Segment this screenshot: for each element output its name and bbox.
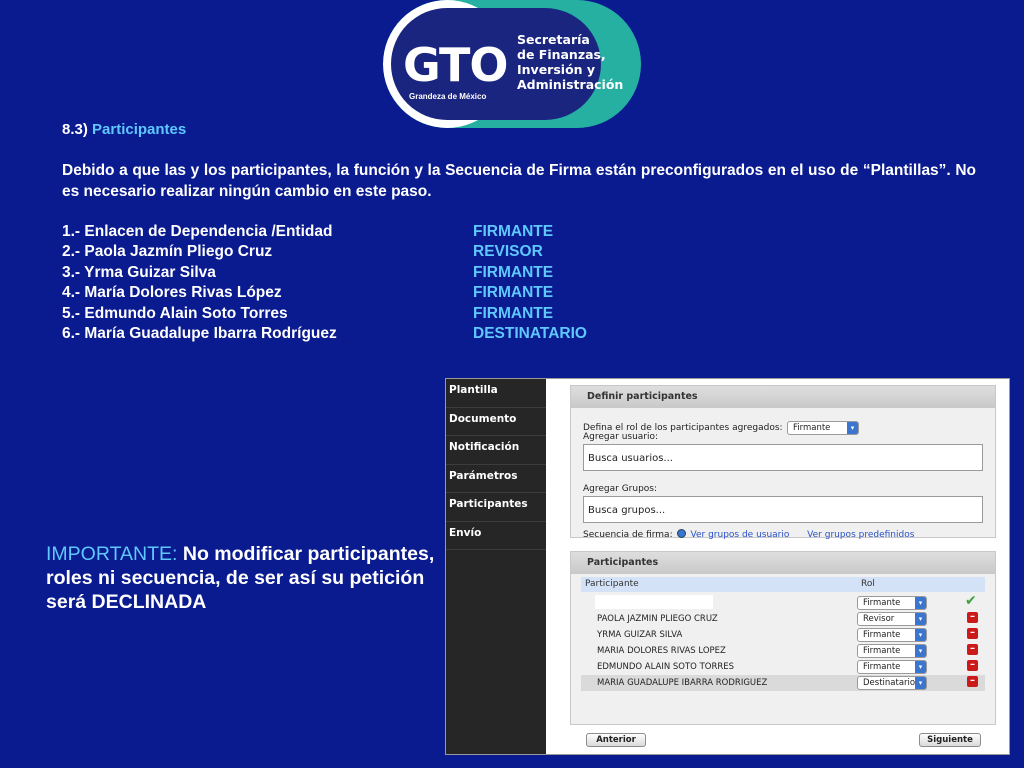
chevron-down-icon: ▾ — [915, 645, 926, 657]
participant-role: FIRMANTE — [473, 223, 554, 240]
remove-icon[interactable]: – — [967, 628, 978, 639]
chevron-down-icon: ▾ — [915, 629, 926, 641]
next-button[interactable]: Siguiente — [919, 733, 981, 747]
row-role-select[interactable] — [857, 612, 927, 626]
column-header-participant: Participante — [585, 579, 639, 589]
participant-role: FIRMANTE — [473, 304, 554, 322]
row-role-select[interactable] — [857, 660, 927, 674]
table-row — [581, 595, 985, 611]
participants-table-panel — [570, 551, 996, 725]
logo-org-line: de Finanzas, — [517, 47, 606, 62]
table-row — [581, 643, 985, 659]
logo-org-line: Administración — [517, 77, 624, 92]
row-participant-name: MARIA DOLORES RIVAS LOPEZ — [597, 646, 726, 656]
table-row — [581, 627, 985, 643]
role-select[interactable] — [787, 421, 859, 435]
participant-name: 4.- María Dolores Rivas López — [62, 284, 282, 302]
add-user-label: Agregar usuario: — [583, 432, 659, 442]
logo-brand — [403, 38, 507, 92]
chevron-down-icon: ▾ — [915, 661, 926, 673]
participant-name: 1.- Enlacen de Dependencia /Entidad — [62, 223, 333, 240]
list-item — [62, 222, 622, 242]
add-group-label: Agregar Grupos: — [583, 484, 658, 494]
row-role-value: Firmante — [863, 646, 901, 656]
row-participant-name: EDMUNDO ALAIN SOTO TORRES — [597, 662, 735, 672]
logo-org-name — [517, 32, 637, 92]
panel-title: Participantes — [571, 552, 995, 574]
table-row — [581, 611, 985, 627]
chevron-down-icon: ▾ — [847, 422, 858, 434]
chevron-down-icon: ▾ — [915, 597, 926, 609]
row-role-select[interactable] — [857, 676, 927, 690]
table-row — [581, 659, 985, 675]
nav-item-parametros[interactable]: Parámetros — [446, 465, 546, 494]
list-item — [62, 304, 622, 324]
list-item — [62, 242, 622, 262]
participant-role: FIRMANTE — [473, 263, 554, 281]
intro-paragraph: Debido a que las y los participantes, la función y la Secuencia de Firma están preconfigurados en el uso de “Plantillas”. No es necesario realizar ningún cambio en este paso. — [62, 162, 976, 200]
remove-icon[interactable]: – — [967, 644, 978, 655]
participant-name: 2.- Paola Jazmín Pliego Cruz — [62, 243, 273, 261]
nav-item-notificacion[interactable]: Notificación — [446, 436, 546, 465]
remove-icon[interactable]: – — [967, 676, 978, 687]
row-participant-name: MARIA GUADALUPE IBARRA RODRIGUEZ — [597, 678, 768, 688]
section-name: Participantes — [92, 121, 187, 138]
user-search-input[interactable]: Busca usuarios... — [583, 444, 983, 471]
nav-item-envio[interactable]: Envío — [446, 522, 546, 551]
participant-role: REVISOR — [473, 243, 543, 261]
warning-label: IMPORTANTE: — [46, 543, 178, 565]
nav-item-documento[interactable]: Documento — [446, 408, 546, 437]
warning-text: No modificar participantes, roles ni secuencia, de ser así su petición será DECLINADA — [46, 543, 435, 613]
row-role-value: Firmante — [863, 598, 901, 608]
participant-name-input[interactable] — [595, 595, 713, 609]
participant-name: 3.- Yrma Guizar Silva — [62, 263, 216, 281]
role-prompt: Defina el rol de los participantes agregados: — [583, 423, 783, 433]
column-header-role: Rol — [861, 579, 875, 589]
section-number: 8.3) — [62, 121, 88, 138]
row-role-select[interactable] — [857, 644, 927, 658]
participant-role: FIRMANTE — [473, 284, 554, 302]
logo-org-line: Inversión y — [517, 62, 596, 77]
sequence-label: Secuencia de firma: — [583, 530, 673, 540]
section-title — [62, 121, 186, 138]
chevron-down-icon: ▾ — [915, 613, 926, 625]
wizard-sidebar — [446, 379, 546, 754]
table-row — [581, 675, 985, 691]
row-role-value: Firmante — [863, 662, 901, 672]
row-role-select[interactable] — [857, 628, 927, 642]
row-participant-name: PAOLA JAZMIN PLIEGO CRUZ — [597, 614, 718, 624]
radio-icon[interactable] — [677, 529, 686, 538]
row-participant-name: YRMA GUIZAR SILVA — [597, 630, 683, 640]
logo-brand-text: GTO — [403, 38, 508, 92]
row-role-value: Destinatario — [863, 678, 916, 688]
app-window — [445, 378, 1010, 755]
row-role-value: Revisor — [863, 614, 895, 624]
main-content — [546, 379, 1009, 754]
group-search-input[interactable]: Busca grupos... — [583, 496, 983, 523]
list-item — [62, 283, 622, 303]
row-role-value: Firmante — [863, 630, 901, 640]
participant-name: 5.- Edmundo Alain Soto Torres — [62, 304, 288, 322]
sequence-row — [583, 524, 914, 542]
chevron-down-icon: ▾ — [915, 677, 926, 689]
list-item — [62, 324, 622, 344]
role-select-value: Firmante — [793, 423, 831, 433]
list-item — [62, 263, 622, 283]
participant-role: DESTINATARIO — [473, 324, 587, 342]
participant-list — [62, 222, 622, 344]
nav-item-plantilla[interactable]: Plantilla — [446, 379, 546, 408]
remove-icon[interactable]: – — [967, 612, 978, 623]
logo-org-line: Secretaría — [517, 32, 590, 47]
sequence-option-predefined[interactable]: Ver grupos predefinidos — [807, 530, 915, 540]
row-role-select[interactable] — [857, 596, 927, 610]
sequence-option-user-groups[interactable]: Ver grupos de usuario — [690, 530, 790, 540]
previous-button[interactable]: Anterior — [586, 733, 646, 747]
nav-item-participantes[interactable]: Participantes — [446, 493, 546, 522]
remove-icon[interactable]: – — [967, 660, 978, 671]
gto-logo — [383, 0, 641, 128]
logo-tagline: Grandeza de México — [409, 92, 487, 101]
define-participants-panel — [570, 385, 996, 538]
warning-note — [46, 542, 436, 614]
checkmark-icon[interactable]: ✔ — [965, 593, 977, 609]
participant-name: 6.- María Guadalupe Ibarra Rodríguez — [62, 324, 337, 342]
panel-title: Definir participantes — [571, 386, 995, 408]
table-header — [581, 577, 985, 592]
